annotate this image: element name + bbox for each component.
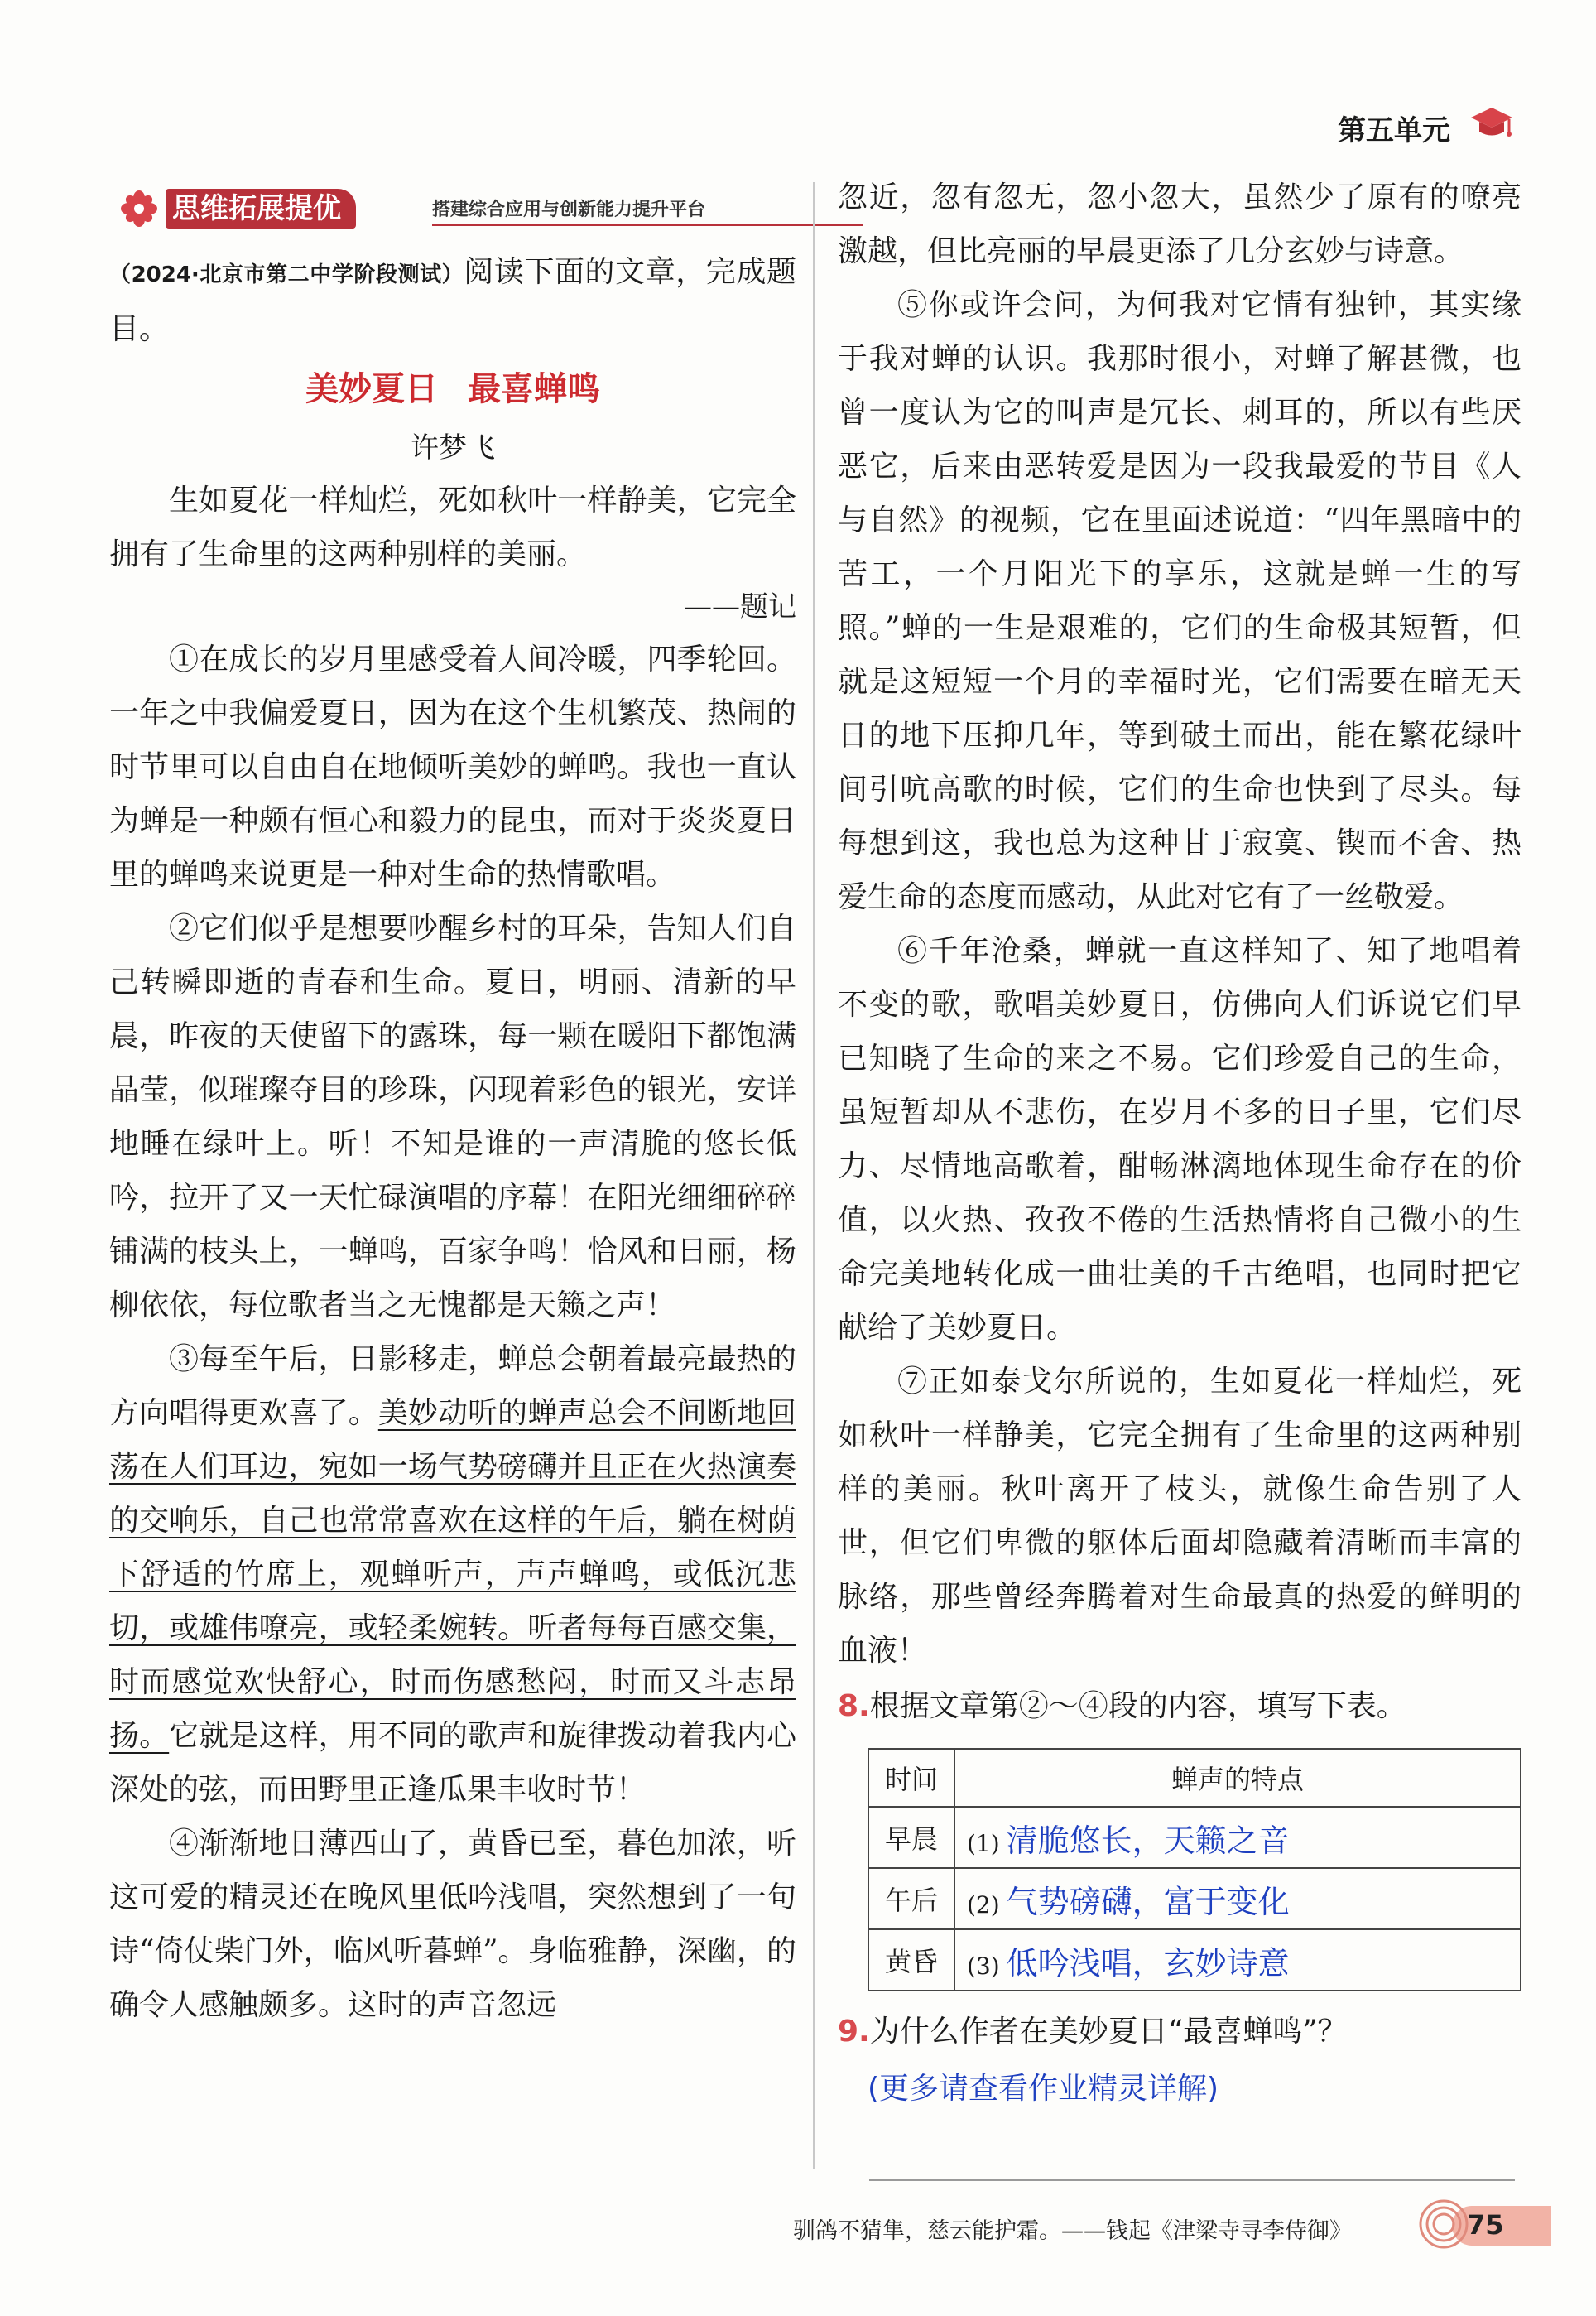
page-number: 75 [1467,2209,1504,2241]
table-cell-answer [954,1868,1521,1929]
column-divider [813,182,815,2169]
epigraph-source: ——题记 [684,590,796,624]
answer-index: (2) [967,1890,1000,1919]
paragraph-1: ①在成长的岁月里感受着人间冷暖，四季轮回。一年之中我偏爱夏日，因为在这个生机繁茂、热闹的时节里可以自由自在地倾听美妙的蝉鸣。我也一直认为蝉是一种颇有恒心和毅力的昆虫，而对于炎炎夏日里的蝉鸣来说更是一种对生命的热情歌唱。 [109,643,796,892]
question-8-number: 8. [838,1689,870,1723]
table-cell-time: 黄昏 [868,1929,954,1991]
unit-label: 第五单元 [1338,114,1450,147]
table-header-feature: 蝉声的特点 [954,1749,1521,1807]
epigraph: 生如夏花一样灿烂，死如秋叶一样静美，它完全拥有了生命里的这两种别样的美丽。 [109,484,796,571]
table-cell-time: 午后 [868,1868,954,1929]
question-8 [838,1679,1521,1733]
left-column [109,245,796,2032]
right-column [838,171,1521,2115]
article-author: 许梦飞 [411,431,495,465]
answer-index: (1) [967,1829,1000,1857]
paragraph-3-underlined: 美妙动听的蝉声总会不间断地回荡在人们耳边，宛如一场气势磅礴并且正在火热演奏的交响乐，自己也常常喜欢在这样的午后，躺在树荫下舒适的竹席上，观蝉听声，声声蝉鸣，或低沉悲切，或雄伟嘹亮，或轻柔婉转。听者每每百感交集，时而感觉欢快舒心，时而伤感愁闷，时而又斗志昂扬。 [109,1396,796,1753]
section-banner [108,185,762,234]
table-cell-answer [954,1807,1521,1868]
article-title-part1: 美妙夏日 [305,370,438,408]
table-row [868,1868,1521,1929]
paragraph-4-continued: 忽近，忽有忽无，忽小忽大，虽然少了原有的嘹亮激越，但比亮丽的早晨更添了几分玄妙与诗意。 [838,181,1521,268]
table-cell-answer [954,1929,1521,1991]
paragraph-7: ⑦正如泰戈尔所说的，生如夏花一样灿烂，死如秋叶一样静美，它完全拥有了生命里的这两种别样的美丽。秋叶离开了枝头，就像生命告别了人世，但它们卑微的躯体后面却隐藏着清晰而丰富的脉络，那些曾经奔腾着对生命最真的热爱的鲜明的血液！ [838,1365,1521,1668]
question-9 [838,2005,1521,2058]
paragraph-3-part-b: 它就是这样，用不同的歌声和旋律拨动着我内心深处的弦，而田野里正逢瓜果丰收时节！ [109,1719,796,1807]
answer-table [868,1748,1521,1991]
table-header-time: 时间 [868,1749,954,1807]
paragraph-5: ⑤你或许会问，为何我对它情有独钟，其实缘于我对蝉的认识。我那时很小，对蝉了解甚微，也曾一度认为它的叫声是冗长、刺耳的，所以有些厌恶它，后来由恶转爱是因为一段我最爱的节目《人与自然》的视频，它在里面述说道：“四年黑暗中的苦工，一个月阳光下的享乐，这就是蝉一生的写照。”蝉的一生是艰难的，它们的生命极其短暂，但就是这短短一个月的幸福时光，它们需要在暗无天日的地下压抑几年，等到破土而出，能在繁花绿叶间引吭高歌的时候，它们的生命也快到了尽头。每每想到这，我也总为这种甘于寂寞、锲而不舍、热爱生命的态度而感动，从此对它有了一丝敬爱。 [838,288,1521,914]
question-8-text: 根据文章第②～④段的内容，填写下表。 [869,1689,1406,1723]
table-cell-time: 早晨 [868,1807,954,1868]
flower-icon [121,190,157,227]
answer-text: 清脆悠长，天籁之音 [1006,1822,1290,1859]
intro [109,245,796,356]
question-rule [869,2179,1515,2181]
intro-instruction: 阅读下面的文章，完成题目。 [109,255,796,346]
paragraph-4: ④渐渐地日薄西山了，黄昏已至，暮色加浓，听这可爱的精灵还在晚风里低吟浅唱，突然想到了一句诗“倚仗柴门外，临风听暮蝉”。身临雅静，深幽，的确令人感触颇多。这时的声音忽远 [109,1827,796,2022]
banner-subtitle: 搭建综合应用与创新能力提升平台 [432,200,706,220]
answer-index: (3) [967,1952,1000,1980]
paragraph-6: ⑥千年沧桑，蝉就一直这样知了、知了地唱着不变的歌，歌唱美妙夏日，仿佛向人们诉说它们早已知晓了生命的来之不易。它们珍爱自己的生命，虽短暂却从不悲伤，在岁月不多的日子里，它们尽力、尽情地高歌着，酣畅淋漓地体现生命存在的价值，以火热、孜孜不倦的生活热情将自己微小的生命完美地转化成一曲壮美的千古绝唱，也同时把它献给了美妙夏日。 [838,934,1521,1345]
banner-rule [432,224,863,226]
intro-source: （2024·北京市第二中学阶段测试） [109,262,464,287]
graduation-cap-icon [1468,104,1516,144]
banner-title: 思维拓展提优 [166,189,356,229]
paragraph-2: ②它们似乎是想要吵醒乡村的耳朵，告知人们自己转瞬即逝的青春和生命。夏日，明丽、清新的早晨，昨夜的天使留下的露珠，每一颗在暖阳下都饱满晶莹，似璀璨夺目的珍珠，闪现着彩色的银光，安详地睡在绿叶上。听！不知是谁的一声清脆的悠长低吟，拉开了又一天忙碌演唱的序幕！在阳光细细碎碎铺满的枝头上，一蝉鸣，百家争鸣！恰风和日丽，杨柳依依，每位歌者当之无愧都是天籁之声！ [109,912,796,1322]
answer-text: 低吟浅唱，玄妙诗意 [1006,1944,1290,1981]
article-title [109,356,796,422]
paragraph-3-part-a: ③每至午后，日影移走，蝉总会朝着最亮最热的方向唱得更欢喜了。 [109,1342,796,1430]
question-9-text: 为什么作者在美妙夏日“最喜蝉鸣”？ [869,2015,1348,2049]
more-details-link[interactable]: (更多请查看作业精灵详解) [868,2072,1219,2106]
answer-text: 气势磅礴，富于变化 [1006,1883,1290,1920]
footer-quote: 驯鸽不猜隼，慈云能护霜。——钱起《津梁寺寻李侍御》 [793,2218,1352,2244]
table-row [868,1807,1521,1868]
paragraph-3 [109,1332,796,1817]
article-title-part2: 最喜蝉鸣 [468,370,600,408]
table-header-row [868,1749,1521,1807]
question-9-number: 9. [838,2015,870,2049]
spiral-icon [1417,2198,1470,2251]
table-row [868,1929,1521,1991]
